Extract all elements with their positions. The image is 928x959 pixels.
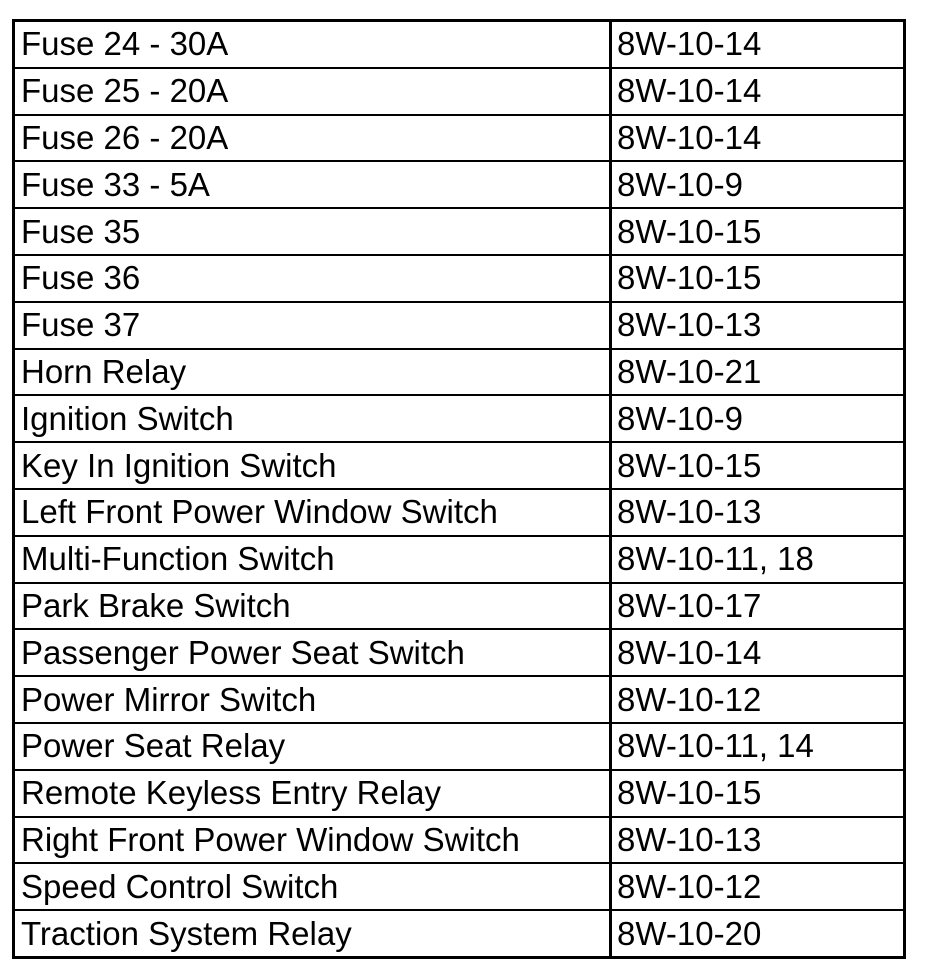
wiring-reference-cell: 8W-10-17 [611, 583, 905, 630]
wiring-reference-cell: 8W-10-14 [611, 21, 905, 68]
wiring-reference-cell: 8W-10-14 [611, 68, 905, 115]
component-name-cell: Ignition Switch [14, 395, 611, 442]
table-row [14, 536, 905, 583]
table-row [14, 442, 905, 489]
table-row [14, 489, 905, 536]
wiring-reference-cell: 8W-10-15 [611, 770, 905, 817]
component-name-cell: Horn Relay [14, 349, 611, 396]
table-row [14, 208, 905, 255]
wiring-reference-cell: 8W-10-13 [611, 302, 905, 349]
component-name-cell: Fuse 25 - 20A [14, 68, 611, 115]
table-row [14, 863, 905, 910]
component-name-cell: Fuse 35 [14, 208, 611, 255]
wiring-reference-cell: 8W-10-12 [611, 676, 905, 723]
table-row [14, 817, 905, 864]
wiring-reference-cell: 8W-10-11, 18 [611, 536, 905, 583]
component-name-cell: Fuse 36 [14, 255, 611, 302]
wiring-reference-cell: 8W-10-12 [611, 863, 905, 910]
component-name-cell: Park Brake Switch [14, 583, 611, 630]
wiring-reference-cell: 8W-10-9 [611, 395, 905, 442]
table-body [14, 21, 905, 958]
wiring-reference-cell: 8W-10-15 [611, 442, 905, 489]
table-row [14, 68, 905, 115]
wiring-reference-cell: 8W-10-14 [611, 115, 905, 162]
component-name-cell: Speed Control Switch [14, 863, 611, 910]
component-name-cell: Passenger Power Seat Switch [14, 629, 611, 676]
table-row [14, 115, 905, 162]
component-name-cell: Fuse 24 - 30A [14, 21, 611, 68]
wiring-reference-cell: 8W-10-13 [611, 489, 905, 536]
component-name-cell: Power Seat Relay [14, 723, 611, 770]
wiring-reference-cell: 8W-10-13 [611, 817, 905, 864]
table-row [14, 161, 905, 208]
table-row [14, 676, 905, 723]
component-name-cell: Remote Keyless Entry Relay [14, 770, 611, 817]
wiring-reference-cell: 8W-10-15 [611, 255, 905, 302]
component-reference-table [12, 19, 906, 959]
table-row [14, 770, 905, 817]
table-row [14, 302, 905, 349]
table-row [14, 910, 905, 957]
wiring-reference-cell: 8W-10-15 [611, 208, 905, 255]
table-row [14, 21, 905, 68]
component-name-cell: Traction System Relay [14, 910, 611, 957]
wiring-reference-cell: 8W-10-9 [611, 161, 905, 208]
table-row [14, 349, 905, 396]
component-name-cell: Fuse 26 - 20A [14, 115, 611, 162]
component-name-cell: Key In Ignition Switch [14, 442, 611, 489]
table-row [14, 629, 905, 676]
component-name-cell: Power Mirror Switch [14, 676, 611, 723]
component-name-cell: Left Front Power Window Switch [14, 489, 611, 536]
table-row [14, 395, 905, 442]
table-row [14, 583, 905, 630]
component-name-cell: Multi-Function Switch [14, 536, 611, 583]
table-row [14, 255, 905, 302]
wiring-reference-cell: 8W-10-14 [611, 629, 905, 676]
component-name-cell: Fuse 33 - 5A [14, 161, 611, 208]
component-name-cell: Fuse 37 [14, 302, 611, 349]
wiring-reference-cell: 8W-10-11, 14 [611, 723, 905, 770]
wiring-reference-cell: 8W-10-21 [611, 349, 905, 396]
table-row [14, 723, 905, 770]
component-name-cell: Right Front Power Window Switch [14, 817, 611, 864]
wiring-reference-cell: 8W-10-20 [611, 910, 905, 957]
